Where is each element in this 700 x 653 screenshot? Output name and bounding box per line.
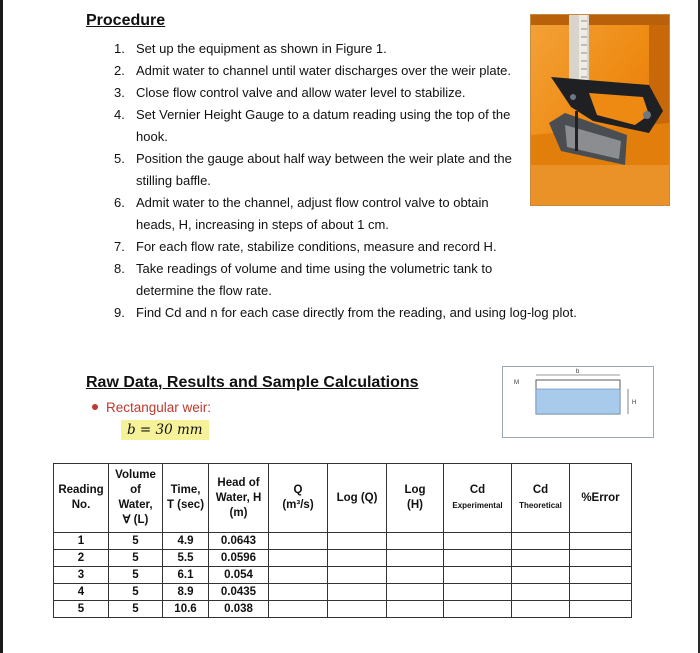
header-line: Volume xyxy=(115,469,156,481)
table-cell-log-q xyxy=(328,567,387,584)
header-volume xyxy=(109,464,163,533)
step-number: 6. xyxy=(114,195,125,210)
header-line: Water, xyxy=(118,499,153,511)
table-cell-percent-error xyxy=(570,567,632,584)
step-number: 2. xyxy=(114,63,125,78)
table-row xyxy=(54,533,632,550)
table-cell-cd-experimental xyxy=(444,584,512,601)
header-line: Cd xyxy=(469,484,486,496)
table-cell-log-q xyxy=(328,584,387,601)
step-text: For each flow rate, stabilize conditions, measure and record H. xyxy=(136,239,497,254)
left-border xyxy=(0,0,3,653)
table-cell-time: 6.1 xyxy=(163,567,209,584)
table-cell-cd-theoretical xyxy=(512,533,570,550)
table-row xyxy=(54,567,632,584)
table-cell-volume: 5 xyxy=(109,584,163,601)
step-number: 7. xyxy=(114,239,125,254)
step-text: Admit water to channel until water discharges over the weir plate. xyxy=(136,63,512,78)
table-cell-log-h xyxy=(387,601,444,618)
bullet-dot xyxy=(92,404,98,410)
table-cell-cd-experimental xyxy=(444,533,512,550)
weir-width-formula: b = 30 mm xyxy=(121,420,209,440)
table-cell-log-h xyxy=(387,584,444,601)
weir-apparatus-photo xyxy=(530,14,670,206)
table-cell-volume: 5 xyxy=(109,601,163,618)
raw-data-heading: Raw Data, Results and Sample Calculations xyxy=(86,374,419,391)
table-cell-reading-no: 4 xyxy=(54,584,109,601)
header-cd-theoretical xyxy=(512,464,570,533)
step-text: Set up the equipment as shown in Figure 1. xyxy=(136,41,387,56)
table-cell-head: 0.0435 xyxy=(209,584,269,601)
header-line: (m³/s) xyxy=(282,499,314,511)
header-line: T (sec) xyxy=(166,499,205,511)
diagram-label-h: H xyxy=(632,400,637,406)
procedure-step xyxy=(114,302,619,324)
step-text: Set Vernier Height Gauge to a datum reading using the top of the hook. xyxy=(136,107,511,144)
header-cd-experimental xyxy=(444,464,512,533)
procedure-heading: Procedure xyxy=(86,12,166,29)
table-cell-time: 8.9 xyxy=(163,584,209,601)
table-cell-q xyxy=(269,533,328,550)
weir-type-label: Rectangular weir: xyxy=(106,400,212,415)
weir-type-bullet xyxy=(92,400,211,415)
procedure-step xyxy=(114,258,619,302)
header-reading-no xyxy=(54,464,109,533)
table-cell-q xyxy=(269,550,328,567)
table-cell-head: 0.054 xyxy=(209,567,269,584)
header-line: Head of xyxy=(217,476,260,489)
step-number: 9. xyxy=(114,305,125,320)
step-text: Find Cd and n for each case directly from the reading, and using log-log plot. xyxy=(136,305,577,320)
step-number: 3. xyxy=(114,85,125,100)
header-line: Water, H xyxy=(215,491,262,504)
table-cell-log-q xyxy=(328,601,387,618)
header-time xyxy=(163,464,209,533)
table-cell-time: 4.9 xyxy=(163,533,209,550)
step-number: 1. xyxy=(114,41,125,56)
table-cell-volume: 5 xyxy=(109,567,163,584)
step-number: 4. xyxy=(114,107,125,122)
step-number: 8. xyxy=(114,261,125,276)
header-head xyxy=(209,464,269,533)
table-row xyxy=(54,584,632,601)
step-text: Admit water to the channel, adjust flow control valve to obtain heads, H, increasing in steps of about 1 cm. xyxy=(136,195,489,232)
table-cell-head: 0.0596 xyxy=(209,550,269,567)
table-cell-log-h xyxy=(387,567,444,584)
header-line: Q xyxy=(293,484,303,496)
step-text: Position the gauge about half way between the weir plate and the stilling baffle. xyxy=(136,151,512,188)
table-cell-cd-theoretical xyxy=(512,550,570,567)
table-cell-percent-error xyxy=(570,550,632,567)
table-cell-cd-theoretical xyxy=(512,601,570,618)
table-row xyxy=(54,601,632,618)
table-row xyxy=(54,550,632,567)
table-cell-cd-experimental xyxy=(444,567,512,584)
table-header-row xyxy=(54,464,632,533)
table-cell-log-q xyxy=(328,550,387,567)
header-line: No. xyxy=(71,499,91,511)
table-cell-reading-no: 5 xyxy=(54,601,109,618)
table-cell-reading-no: 3 xyxy=(54,567,109,584)
table-cell-q xyxy=(269,584,328,601)
header-line: of xyxy=(130,484,141,496)
table-cell-cd-theoretical xyxy=(512,567,570,584)
table-cell-percent-error xyxy=(570,533,632,550)
table-cell-head: 0.038 xyxy=(209,601,269,618)
header-line: Experimental xyxy=(452,501,503,510)
header-line: Theoretical xyxy=(519,501,562,510)
table-cell-volume: 5 xyxy=(109,550,163,567)
header-line: (m) xyxy=(229,506,248,519)
diagram-label-left: M xyxy=(514,380,519,386)
header-line: Log (Q) xyxy=(336,491,378,504)
header-line: Reading xyxy=(58,484,104,496)
header-log-q xyxy=(328,464,387,533)
step-number: 5. xyxy=(114,151,125,166)
header-line: (H) xyxy=(407,499,423,511)
table-cell-cd-theoretical xyxy=(512,584,570,601)
rectangular-weir-diagram xyxy=(502,366,654,438)
step-text: Close flow control valve and allow water level to stabilize. xyxy=(136,85,466,100)
table-cell-q xyxy=(269,601,328,618)
table-cell-log-h xyxy=(387,533,444,550)
table-cell-reading-no: 1 xyxy=(54,533,109,550)
header-line: Time, xyxy=(170,484,201,496)
header-q xyxy=(269,464,328,533)
table-cell-percent-error xyxy=(570,584,632,601)
header-percent-error xyxy=(570,464,632,533)
step-text: Take readings of volume and time using the volumetric tank to determine the flow rate. xyxy=(136,261,493,298)
table-cell-volume: 5 xyxy=(109,533,163,550)
procedure-step xyxy=(114,236,619,258)
header-line: Log xyxy=(404,484,426,496)
header-line: ∀ (L) xyxy=(122,514,149,526)
table-cell-q xyxy=(269,567,328,584)
table-cell-cd-experimental xyxy=(444,601,512,618)
table-cell-log-q xyxy=(328,533,387,550)
table-cell-cd-experimental xyxy=(444,550,512,567)
header-line: Cd xyxy=(532,484,549,496)
table-cell-log-h xyxy=(387,550,444,567)
table-cell-percent-error xyxy=(570,601,632,618)
table-cell-time: 10.6 xyxy=(163,601,209,618)
results-table xyxy=(53,463,632,618)
table-cell-reading-no: 2 xyxy=(54,550,109,567)
header-log-h xyxy=(387,464,444,533)
diagram-label-b: b xyxy=(576,369,580,375)
table-cell-head: 0.0643 xyxy=(209,533,269,550)
table-cell-time: 5.5 xyxy=(163,550,209,567)
header-line: %Error xyxy=(581,491,620,504)
